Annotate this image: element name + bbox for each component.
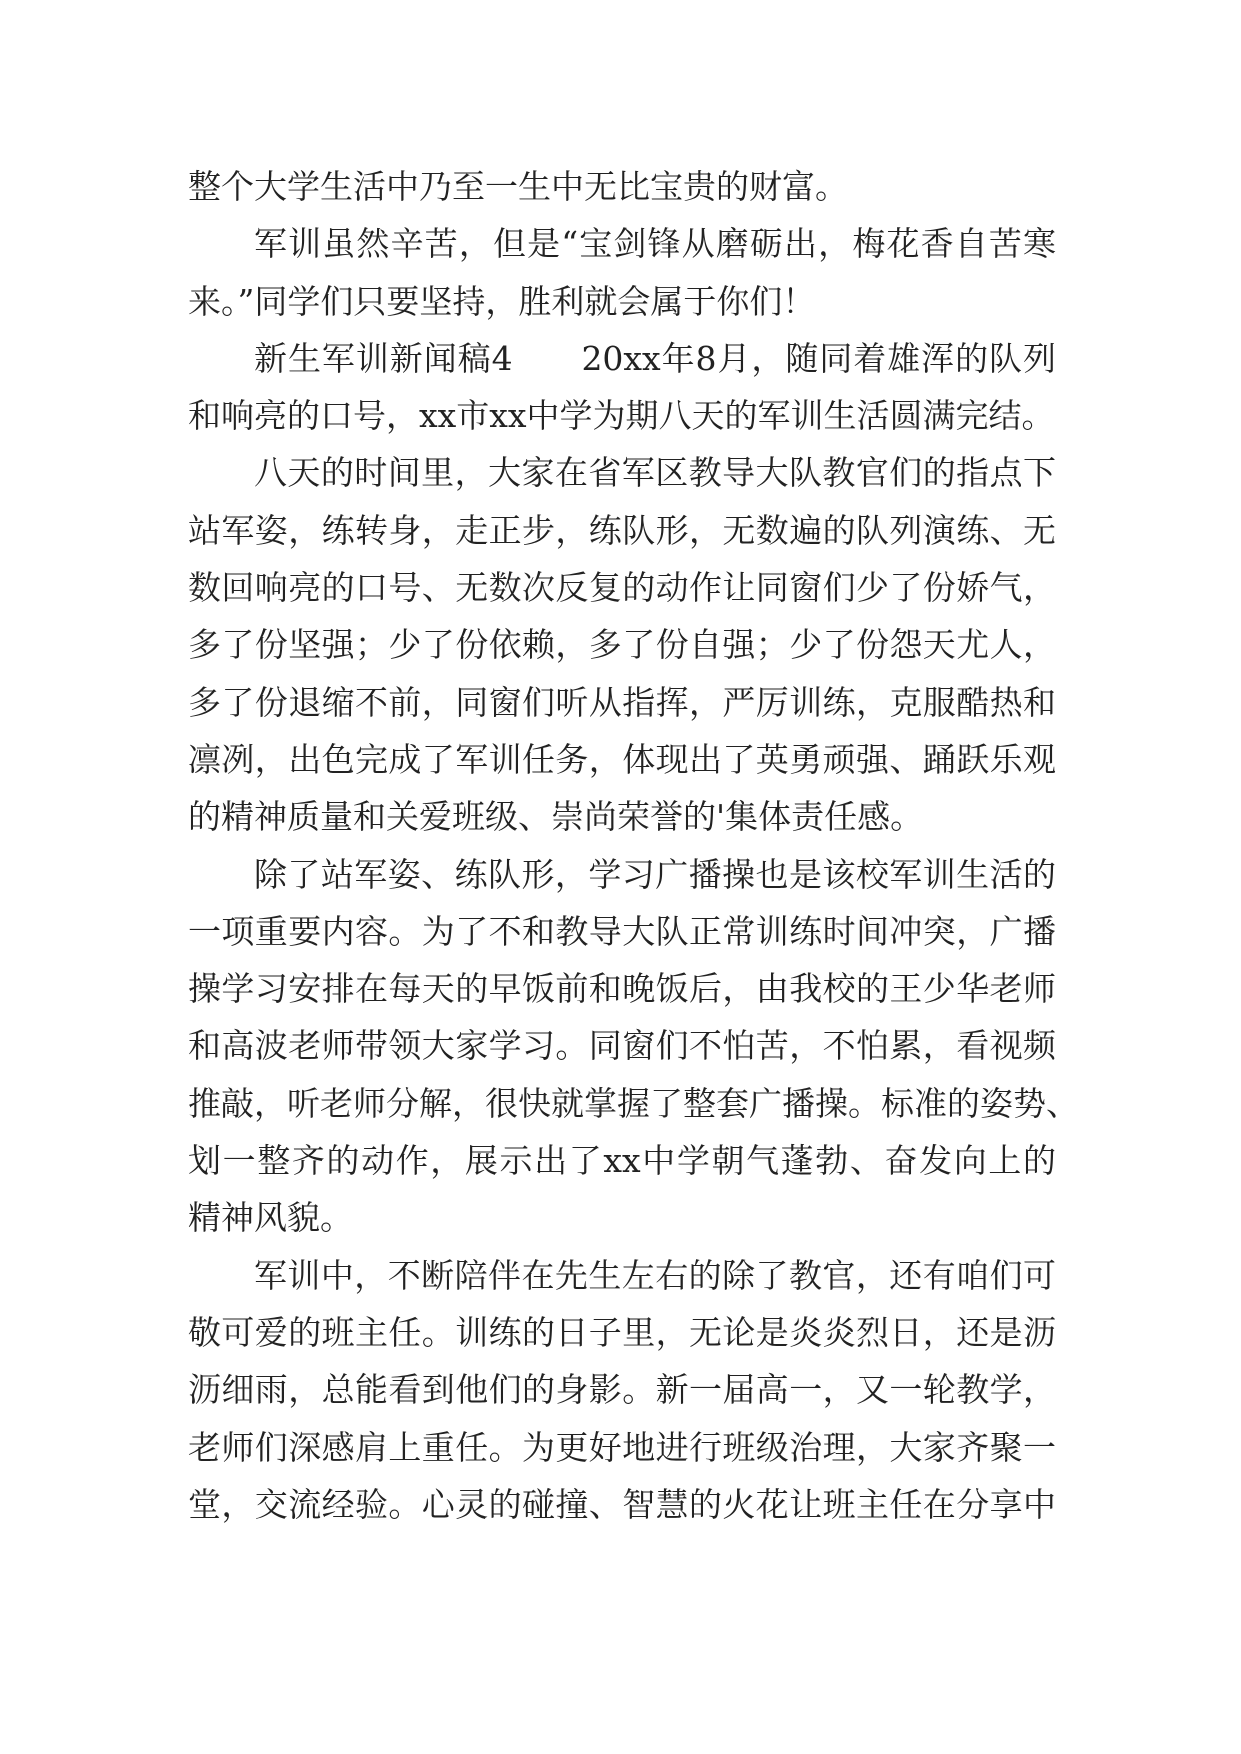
paragraph-first-line: 新生军训新闻稿4 20xx年8月，随同着雄浑的队列 <box>254 338 1056 378</box>
text-line: 和高波老师带领大家学习。同窗们不怕苦，不怕累，看视频 <box>188 1026 1056 1066</box>
text-line: 推敲，听老师分解，很快就掌握了整套广播操。标准的姿势、 <box>188 1083 1079 1123</box>
text-line: 堂，交流经验。心灵的碰撞、智慧的火花让班主任在分享中 <box>188 1484 1056 1524</box>
text-line: 精神风貌。 <box>188 1198 353 1238</box>
text-line: 一项重要内容。为了不和教导大队正常训练时间冲突，广播 <box>188 911 1056 951</box>
paragraph-first-line: 除了站军姿、练队形，学习广播操也是该校军训生活的 <box>254 854 1056 894</box>
body-text <box>188 158 1079 1533</box>
text-line: 站军姿，练转身，走正步，练队形，无数遍的队列演练、无 <box>188 510 1056 550</box>
paragraph-first-line: 军训中，不断陪伴在先生左右的除了教官，还有咱们可 <box>254 1255 1056 1295</box>
paragraph-first-line: 八天的时间里，大家在省军区教导大队教官们的指点下 <box>254 453 1056 493</box>
text-line: 划一整齐的动作，展示出了xx中学朝气蓬勃、奋发向上的 <box>188 1141 1056 1181</box>
text-line: 整个大学生活中乃至一生中无比宝贵的财富。 <box>188 167 848 206</box>
text-line: 老师们深感肩上重任。为更好地进行班级治理，大家齐聚一 <box>188 1427 1056 1467</box>
text-line: 凛冽，出色完成了军训任务，体现出了英勇顽强、踊跃乐观 <box>188 739 1056 779</box>
paragraph-first-line: 军训虽然辛苦，但是“宝剑锋从磨砺出，梅花香自苦寒 <box>254 224 1056 264</box>
text-line: 的精神质量和关爱班级、崇尚荣誉的'集体责任感。 <box>188 797 924 837</box>
text-line: 沥细雨，总能看到他们的身影。新一届高一，又一轮教学， <box>188 1370 1056 1410</box>
text-line: 多了份退缩不前，同窗们听从指挥，严厉训练，克服酷热和 <box>188 682 1056 722</box>
text-line: 和响亮的口号，xx市xx中学为期八天的军训生活圆满完结。 <box>188 396 1055 436</box>
text-line: 数回响亮的口号、无数次反复的动作让同窗们少了份娇气， <box>188 568 1056 608</box>
text-line: 操学习安排在每天的早饭前和晚饭后，由我校的王少华老师 <box>188 969 1056 1009</box>
text-line: 来。”同学们只要坚持，胜利就会属于你们！ <box>188 281 816 321</box>
text-line: 多了份坚强；少了份依赖，多了份自强；少了份怨天尤人， <box>188 625 1056 665</box>
text-line: 敬可爱的班主任。训练的日子里，无论是炎炎烈日，还是沥 <box>188 1312 1056 1352</box>
